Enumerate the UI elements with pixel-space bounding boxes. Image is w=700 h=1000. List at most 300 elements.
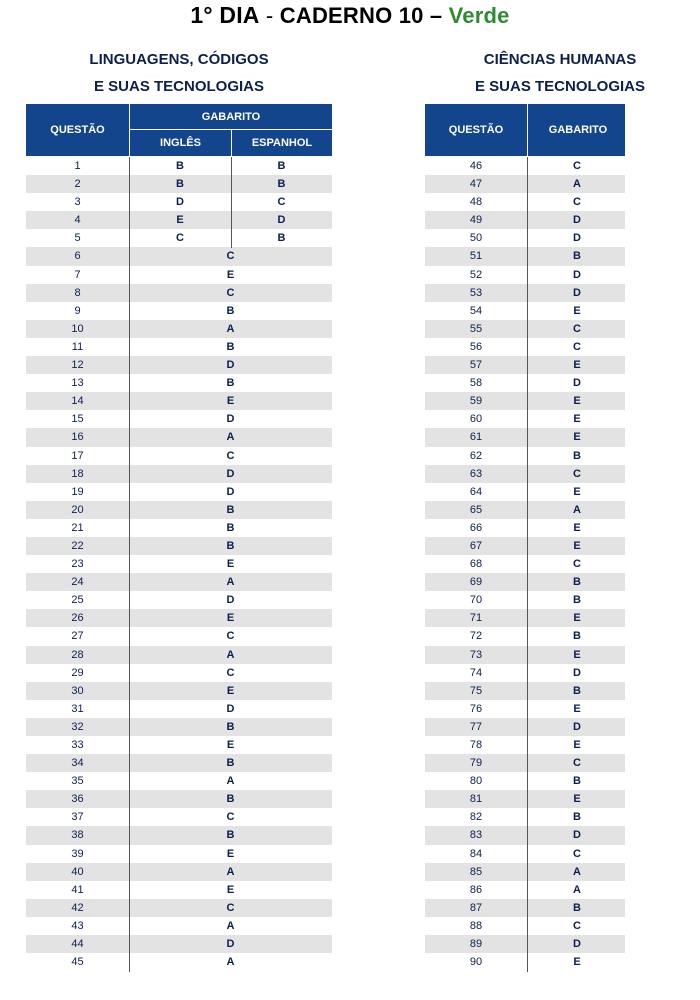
heading-line: CIÊNCIAS HUMANAS <box>483 51 637 68</box>
answer-gabarito: C <box>226 901 235 914</box>
question-number: 13 <box>71 377 84 390</box>
question-number: 77 <box>469 720 483 733</box>
answer-ingles: B <box>176 178 184 191</box>
answer-gabarito: C <box>573 847 581 860</box>
section-heading-linguagens <box>26 46 332 100</box>
table-row <box>425 917 625 935</box>
table-row <box>26 772 332 790</box>
answer-gabarito: C <box>226 630 235 643</box>
header-divider <box>527 104 528 156</box>
question-number: 78 <box>469 739 483 751</box>
table-row <box>425 881 625 899</box>
table-row <box>425 501 625 519</box>
title-caderno: CADERNO 10 <box>279 3 424 28</box>
question-number: 22 <box>71 539 84 552</box>
answer-gabarito: B <box>226 503 235 516</box>
answer-gabarito: E <box>573 304 581 317</box>
section-heading-humanas <box>425 46 695 100</box>
table-row <box>26 284 332 302</box>
table-row <box>425 718 625 736</box>
answer-gabarito: B <box>573 684 581 697</box>
table-row <box>26 917 332 935</box>
table-row <box>26 447 332 465</box>
column-divider <box>527 157 528 972</box>
table-header-linguagens <box>26 104 332 156</box>
answer-gabarito: B <box>573 775 581 788</box>
table-row <box>425 845 625 863</box>
question-number: 4 <box>74 214 81 227</box>
question-number: 48 <box>469 196 483 209</box>
question-number: 45 <box>71 956 84 969</box>
question-number: 58 <box>469 377 483 390</box>
table-row <box>26 790 332 808</box>
table-row <box>425 953 625 971</box>
question-number: 47 <box>469 178 483 191</box>
answer-gabarito: A <box>226 956 235 969</box>
answer-gabarito: E <box>226 558 235 571</box>
answer-gabarito: A <box>573 883 581 896</box>
question-number: 5 <box>74 232 81 245</box>
table-row <box>425 211 625 229</box>
question-number: 11 <box>71 340 84 353</box>
title-separator: - <box>265 3 274 28</box>
answer-gabarito: B <box>573 901 581 914</box>
answer-gabarito: C <box>573 919 581 932</box>
answer-gabarito: D <box>573 666 581 679</box>
question-number: 90 <box>469 956 483 969</box>
question-number: 8 <box>74 286 81 299</box>
answer-ingles: C <box>176 232 184 245</box>
answer-gabarito: B <box>573 630 581 643</box>
question-number: 52 <box>469 268 483 281</box>
table-row <box>425 320 625 338</box>
table-row <box>26 338 332 356</box>
question-number: 70 <box>469 594 483 607</box>
answer-espanhol: D <box>277 214 286 227</box>
answer-gabarito: D <box>226 485 235 498</box>
table-row <box>425 175 625 193</box>
question-number: 85 <box>469 865 483 878</box>
table-row <box>425 157 625 175</box>
question-number: 51 <box>469 250 483 263</box>
question-number: 62 <box>469 449 483 462</box>
answer-gabarito: E <box>573 359 581 372</box>
table-row <box>425 573 625 591</box>
table-body-humanas <box>425 157 625 971</box>
column-header-gabarito: GABARITO <box>201 110 261 123</box>
table-row <box>26 247 332 265</box>
question-number: 27 <box>71 630 84 643</box>
table-row <box>26 736 332 754</box>
answer-gabarito: E <box>573 413 581 426</box>
question-number: 60 <box>469 413 483 426</box>
table-row <box>425 772 625 790</box>
question-number: 61 <box>469 431 483 444</box>
question-number: 21 <box>71 521 84 534</box>
question-number: 79 <box>469 757 483 770</box>
answer-gabarito: B <box>226 539 235 552</box>
table-row <box>26 863 332 881</box>
answer-gabarito: E <box>226 612 235 625</box>
question-number: 26 <box>71 612 84 625</box>
table-row <box>26 465 332 483</box>
question-number: 6 <box>74 250 81 263</box>
answer-gabarito: C <box>226 811 235 824</box>
table-row <box>26 700 332 718</box>
question-number: 87 <box>469 901 483 914</box>
table-row <box>26 229 332 247</box>
question-number: 80 <box>469 775 483 788</box>
answer-gabarito: E <box>573 648 581 661</box>
question-number: 16 <box>71 431 84 444</box>
question-number: 89 <box>469 938 483 951</box>
question-number: 46 <box>469 160 483 172</box>
table-row <box>26 501 332 519</box>
column-divider <box>231 157 232 248</box>
question-number: 53 <box>469 286 483 299</box>
table-row <box>425 682 625 700</box>
question-number: 82 <box>469 811 483 824</box>
answer-ingles: B <box>176 160 184 172</box>
question-number: 44 <box>71 938 84 951</box>
table-row <box>26 664 332 682</box>
question-number: 54 <box>469 304 483 317</box>
answer-gabarito: C <box>226 666 235 679</box>
column-header-espanhol: ESPANHOL <box>251 137 313 149</box>
question-number: 57 <box>469 359 483 372</box>
question-number: 2 <box>74 178 81 191</box>
answer-gabarito: A <box>573 178 581 191</box>
question-number: 34 <box>71 757 84 770</box>
table-row <box>425 356 625 374</box>
table-row <box>26 392 332 410</box>
table-row <box>26 555 332 573</box>
answer-gabarito: B <box>226 304 235 317</box>
question-number: 12 <box>71 359 84 372</box>
table-row <box>26 591 332 609</box>
question-number: 41 <box>71 883 84 896</box>
table-row <box>26 573 332 591</box>
answer-gabarito: D <box>573 232 581 245</box>
table-row <box>26 356 332 374</box>
answer-ingles: E <box>176 214 184 227</box>
question-number: 14 <box>71 395 84 408</box>
table-row <box>26 754 332 772</box>
question-number: 63 <box>469 467 483 480</box>
answer-gabarito: D <box>573 214 581 227</box>
question-number: 17 <box>71 449 84 462</box>
question-number: 42 <box>71 901 84 914</box>
answer-gabarito: C <box>573 160 581 172</box>
answer-gabarito: E <box>573 395 581 408</box>
table-row <box>26 157 332 175</box>
answer-gabarito: A <box>226 919 235 932</box>
answer-gabarito: B <box>573 250 581 263</box>
table-row <box>425 247 625 265</box>
question-number: 30 <box>71 684 84 697</box>
answer-gabarito: C <box>573 340 581 353</box>
table-row <box>26 646 332 664</box>
question-number: 56 <box>469 340 483 353</box>
question-number: 55 <box>469 322 483 335</box>
answer-gabarito: E <box>226 847 235 860</box>
table-row <box>425 609 625 627</box>
table-row <box>425 664 625 682</box>
answer-gabarito: A <box>226 865 235 878</box>
answer-gabarito: A <box>226 322 235 335</box>
question-number: 68 <box>469 558 483 571</box>
table-row <box>425 410 625 428</box>
table-row <box>26 175 332 193</box>
table-row <box>425 392 625 410</box>
header-divider <box>129 104 130 156</box>
table-row <box>26 193 332 211</box>
question-number: 36 <box>71 793 84 806</box>
answer-gabarito: E <box>573 612 581 625</box>
question-number: 66 <box>469 521 483 534</box>
table-row <box>425 700 625 718</box>
answer-gabarito: C <box>573 558 581 571</box>
table-row <box>425 483 625 501</box>
question-number: 35 <box>71 775 84 788</box>
heading-line: E SUAS TECNOLOGIAS <box>474 78 646 95</box>
question-number: 37 <box>71 811 84 824</box>
answer-gabarito: C <box>573 467 581 480</box>
title-separator-2: – <box>429 3 443 28</box>
answer-gabarito: C <box>226 250 235 263</box>
answer-gabarito: D <box>573 720 581 733</box>
question-number: 50 <box>469 232 483 245</box>
table-row <box>425 537 625 555</box>
answer-gabarito: E <box>226 739 235 751</box>
question-number: 25 <box>71 594 84 607</box>
answer-espanhol: B <box>277 178 286 191</box>
question-number: 10 <box>71 322 84 335</box>
answer-gabarito: B <box>226 340 235 353</box>
question-number: 71 <box>469 612 483 625</box>
table-row <box>425 193 625 211</box>
table-row <box>425 519 625 537</box>
table-row <box>26 211 332 229</box>
question-number: 76 <box>469 702 483 715</box>
table-row <box>26 899 332 917</box>
title-day: 1° DIA <box>190 2 260 28</box>
table-row <box>26 718 332 736</box>
table-row <box>26 428 332 446</box>
table-row <box>26 374 332 392</box>
answer-espanhol: B <box>277 232 286 245</box>
page-title <box>0 2 700 29</box>
table-row <box>26 845 332 863</box>
table-row <box>425 447 625 465</box>
table-row <box>425 229 625 247</box>
question-number: 3 <box>74 196 81 209</box>
table-row <box>26 808 332 826</box>
table-row <box>425 627 625 645</box>
answer-gabarito: B <box>226 720 235 733</box>
table-row <box>425 555 625 573</box>
question-number: 31 <box>71 702 84 715</box>
answer-gabarito: D <box>226 467 235 480</box>
table-row <box>425 428 625 446</box>
answer-gabarito: E <box>226 684 235 697</box>
table-row <box>26 410 332 428</box>
table-row <box>26 302 332 320</box>
answer-gabarito: D <box>226 594 235 607</box>
answer-gabarito: D <box>573 286 581 299</box>
question-number: 20 <box>71 503 84 516</box>
answer-gabarito: B <box>226 521 235 534</box>
question-number: 38 <box>71 829 84 842</box>
table-row <box>26 537 332 555</box>
question-number: 64 <box>469 485 483 498</box>
table-row <box>26 609 332 627</box>
question-number: 40 <box>71 865 84 878</box>
question-number: 39 <box>71 847 84 860</box>
question-number: 18 <box>71 467 84 480</box>
table-row <box>26 627 332 645</box>
question-number: 74 <box>469 666 483 679</box>
answer-gabarito: A <box>226 775 235 788</box>
table-row <box>425 266 625 284</box>
answer-gabarito: B <box>226 793 235 806</box>
answer-gabarito: E <box>573 702 581 715</box>
question-number: 15 <box>71 413 84 426</box>
answer-gabarito: A <box>226 576 235 589</box>
heading-line: E SUAS TECNOLOGIAS <box>93 78 265 95</box>
table-row <box>425 338 625 356</box>
question-number: 69 <box>469 576 483 589</box>
column-header-questao: QUESTÃO <box>448 124 504 136</box>
answer-gabarito: A <box>573 503 581 516</box>
question-number: 84 <box>469 847 483 860</box>
answer-gabarito: D <box>226 413 235 426</box>
table-row <box>425 374 625 392</box>
answer-gabarito: B <box>573 811 581 824</box>
table-row <box>26 953 332 971</box>
table-row <box>26 935 332 953</box>
answer-gabarito: C <box>226 449 235 462</box>
table-row <box>425 899 625 917</box>
answer-gabarito: B <box>226 377 235 390</box>
answer-gabarito: E <box>226 268 235 281</box>
heading-line: LINGUAGENS, CÓDIGOS <box>89 51 269 68</box>
question-number: 67 <box>469 539 483 552</box>
question-number: 49 <box>469 214 483 227</box>
table-row <box>425 754 625 772</box>
table-row <box>425 826 625 844</box>
question-number: 29 <box>71 666 84 679</box>
question-number: 28 <box>71 648 84 661</box>
answer-gabarito: E <box>573 431 581 444</box>
answer-gabarito: D <box>573 268 581 281</box>
table-row <box>425 465 625 483</box>
question-number: 81 <box>469 793 483 806</box>
answer-gabarito: E <box>226 395 235 408</box>
answer-gabarito: E <box>573 739 581 751</box>
answer-gabarito: D <box>573 829 581 842</box>
table-row <box>26 826 332 844</box>
question-number: 23 <box>71 558 84 571</box>
table-row <box>26 483 332 501</box>
table-row <box>425 790 625 808</box>
question-number: 24 <box>71 576 84 589</box>
answer-gabarito: B <box>573 576 581 589</box>
answer-gabarito: C <box>573 757 581 770</box>
question-number: 65 <box>469 503 483 516</box>
answer-gabarito: D <box>226 359 235 372</box>
answer-espanhol: B <box>277 160 286 172</box>
question-number: 75 <box>469 684 483 697</box>
table-row <box>26 266 332 284</box>
answer-gabarito: A <box>226 648 235 661</box>
answer-gabarito: D <box>226 938 235 951</box>
column-header-ingles: INGLÊS <box>160 137 201 149</box>
table-row <box>26 519 332 537</box>
answer-gabarito: E <box>573 539 581 552</box>
table-row <box>425 808 625 826</box>
table-row <box>425 935 625 953</box>
question-number: 32 <box>71 720 84 733</box>
table-row <box>425 591 625 609</box>
column-header-gabarito: GABARITO <box>548 124 608 136</box>
answer-gabarito: D <box>573 377 581 390</box>
table-row <box>425 284 625 302</box>
question-number: 9 <box>74 304 81 317</box>
answer-ingles: D <box>176 196 184 209</box>
answer-gabarito: B <box>573 449 581 462</box>
header-divider <box>231 129 232 156</box>
answer-gabarito: A <box>573 865 581 878</box>
answer-gabarito: B <box>226 757 235 770</box>
answer-gabarito: D <box>226 702 235 715</box>
answer-gabarito: B <box>573 594 581 607</box>
question-number: 88 <box>469 919 483 932</box>
answer-gabarito: E <box>573 521 581 534</box>
question-number: 33 <box>71 739 84 751</box>
table-row <box>425 302 625 320</box>
answer-gabarito: E <box>573 485 581 498</box>
answer-espanhol: C <box>277 196 286 209</box>
answer-gabarito: D <box>573 938 581 951</box>
question-number: 19 <box>71 485 84 498</box>
answer-gabarito: E <box>573 793 581 806</box>
question-number: 72 <box>469 630 483 643</box>
question-number: 59 <box>469 395 483 408</box>
table-body-linguagens <box>26 157 332 971</box>
question-number: 86 <box>469 883 483 896</box>
column-header-questao: QUESTÃO <box>50 124 105 136</box>
table-header-humanas <box>425 104 625 156</box>
answer-gabarito: B <box>226 829 235 842</box>
answer-gabarito: C <box>573 322 581 335</box>
table-row <box>26 881 332 899</box>
answer-gabarito: A <box>226 431 235 444</box>
question-number: 7 <box>74 268 81 281</box>
question-number: 43 <box>71 919 84 932</box>
question-number: 83 <box>469 829 483 842</box>
table-row <box>425 863 625 881</box>
answer-gabarito: E <box>226 883 235 896</box>
table-row <box>425 736 625 754</box>
answer-gabarito: C <box>573 196 581 209</box>
question-number: 73 <box>469 648 483 661</box>
answer-gabarito: E <box>573 956 581 969</box>
table-row <box>425 646 625 664</box>
title-color: Verde <box>448 3 510 28</box>
table-row <box>26 320 332 338</box>
answer-gabarito: C <box>226 286 235 299</box>
